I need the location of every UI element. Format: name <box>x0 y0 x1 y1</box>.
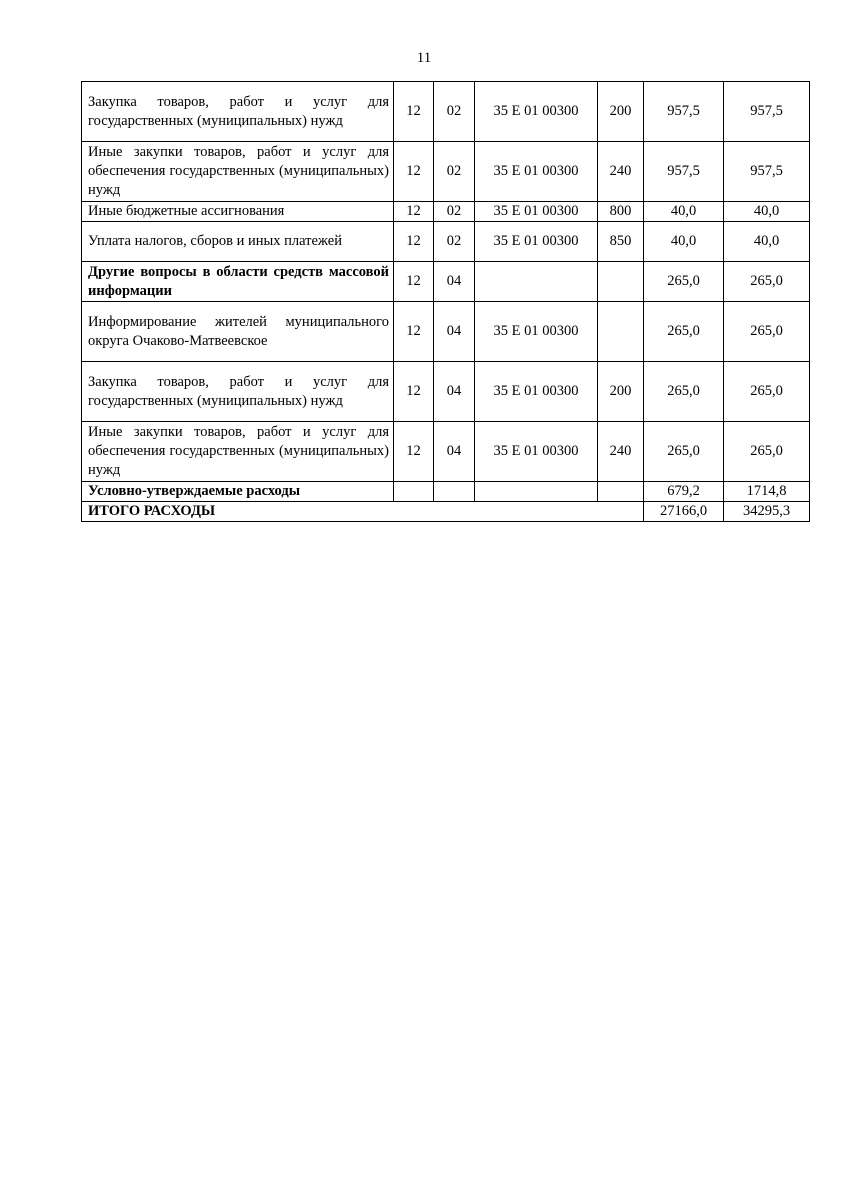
row-value-1: 265,0 <box>644 422 724 482</box>
row-section: 12 <box>394 422 434 482</box>
row-value-1: 40,0 <box>644 222 724 262</box>
row-name: Закупка товаров, работ и услуг для государственных (муниципальных) нужд <box>82 362 394 422</box>
row-name: Закупка товаров, работ и услуг для государственных (муниципальных) нужд <box>82 82 394 142</box>
total-row <box>82 502 810 522</box>
table-row <box>82 142 810 202</box>
row-value-2: 957,5 <box>724 142 810 202</box>
row-value-2: 957,5 <box>724 82 810 142</box>
table-body <box>82 82 810 522</box>
row-value-2: 265,0 <box>724 302 810 362</box>
row-subsection: 02 <box>434 82 475 142</box>
row-value-2: 265,0 <box>724 422 810 482</box>
row-target <box>475 262 598 302</box>
row-target: 35 Е 01 00300 <box>475 302 598 362</box>
row-type: 800 <box>598 202 644 222</box>
row-type <box>598 482 644 502</box>
row-value-1: 957,5 <box>644 142 724 202</box>
row-name: Условно-утверждаемые расходы <box>82 482 394 502</box>
row-value-2: 40,0 <box>724 222 810 262</box>
table-row <box>82 262 810 302</box>
row-subsection: 04 <box>434 362 475 422</box>
row-section: 12 <box>394 362 434 422</box>
row-section: 12 <box>394 142 434 202</box>
row-subsection: 04 <box>434 422 475 482</box>
table-row <box>82 302 810 362</box>
row-subsection: 04 <box>434 262 475 302</box>
row-value-1: 265,0 <box>644 302 724 362</box>
row-name: Иные бюджетные ассигнования <box>82 202 394 222</box>
table-row <box>82 82 810 142</box>
row-target <box>475 482 598 502</box>
row-target: 35 Е 01 00300 <box>475 222 598 262</box>
row-name: Другие вопросы в области средств массовой информации <box>82 262 394 302</box>
table-row <box>82 362 810 422</box>
table-row <box>82 222 810 262</box>
row-target: 35 Е 01 00300 <box>475 422 598 482</box>
row-name: Иные закупки товаров, работ и услуг для обеспечения государственных (муниципальных) нужд <box>82 142 394 202</box>
row-type <box>598 302 644 362</box>
row-subsection <box>434 482 475 502</box>
row-value-2: 265,0 <box>724 362 810 422</box>
row-section: 12 <box>394 302 434 362</box>
row-value-1: 265,0 <box>644 362 724 422</box>
total-label: ИТОГО РАСХОДЫ <box>82 502 644 522</box>
row-subsection: 02 <box>434 142 475 202</box>
row-target: 35 Е 01 00300 <box>475 82 598 142</box>
row-subsection: 04 <box>434 302 475 362</box>
row-type: 240 <box>598 422 644 482</box>
row-value-1: 40,0 <box>644 202 724 222</box>
row-target: 35 Е 01 00300 <box>475 362 598 422</box>
row-section: 12 <box>394 222 434 262</box>
row-subsection: 02 <box>434 202 475 222</box>
row-section: 12 <box>394 202 434 222</box>
page-number: 11 <box>416 50 432 66</box>
row-type: 850 <box>598 222 644 262</box>
expenditure-table <box>81 81 810 522</box>
row-type <box>598 262 644 302</box>
total-value-2: 34295,3 <box>724 502 810 522</box>
row-section <box>394 482 434 502</box>
row-value-1: 957,5 <box>644 82 724 142</box>
row-subsection: 02 <box>434 222 475 262</box>
row-value-1: 679,2 <box>644 482 724 502</box>
row-name: Иные закупки товаров, работ и услуг для обеспечения государственных (муниципальных) нужд <box>82 422 394 482</box>
row-value-1: 265,0 <box>644 262 724 302</box>
row-target: 35 Е 01 00300 <box>475 202 598 222</box>
total-value-1: 27166,0 <box>644 502 724 522</box>
row-value-2: 1714,8 <box>724 482 810 502</box>
row-value-2: 265,0 <box>724 262 810 302</box>
row-type: 200 <box>598 82 644 142</box>
row-section: 12 <box>394 82 434 142</box>
row-name: Информирование жителей муниципального округа Очаково-Матвеевское <box>82 302 394 362</box>
row-type: 200 <box>598 362 644 422</box>
row-section: 12 <box>394 262 434 302</box>
table-row <box>82 482 810 502</box>
row-name: Уплата налогов, сборов и иных платежей <box>82 222 394 262</box>
table-row <box>82 202 810 222</box>
table-row <box>82 422 810 482</box>
row-value-2: 40,0 <box>724 202 810 222</box>
row-type: 240 <box>598 142 644 202</box>
row-target: 35 Е 01 00300 <box>475 142 598 202</box>
